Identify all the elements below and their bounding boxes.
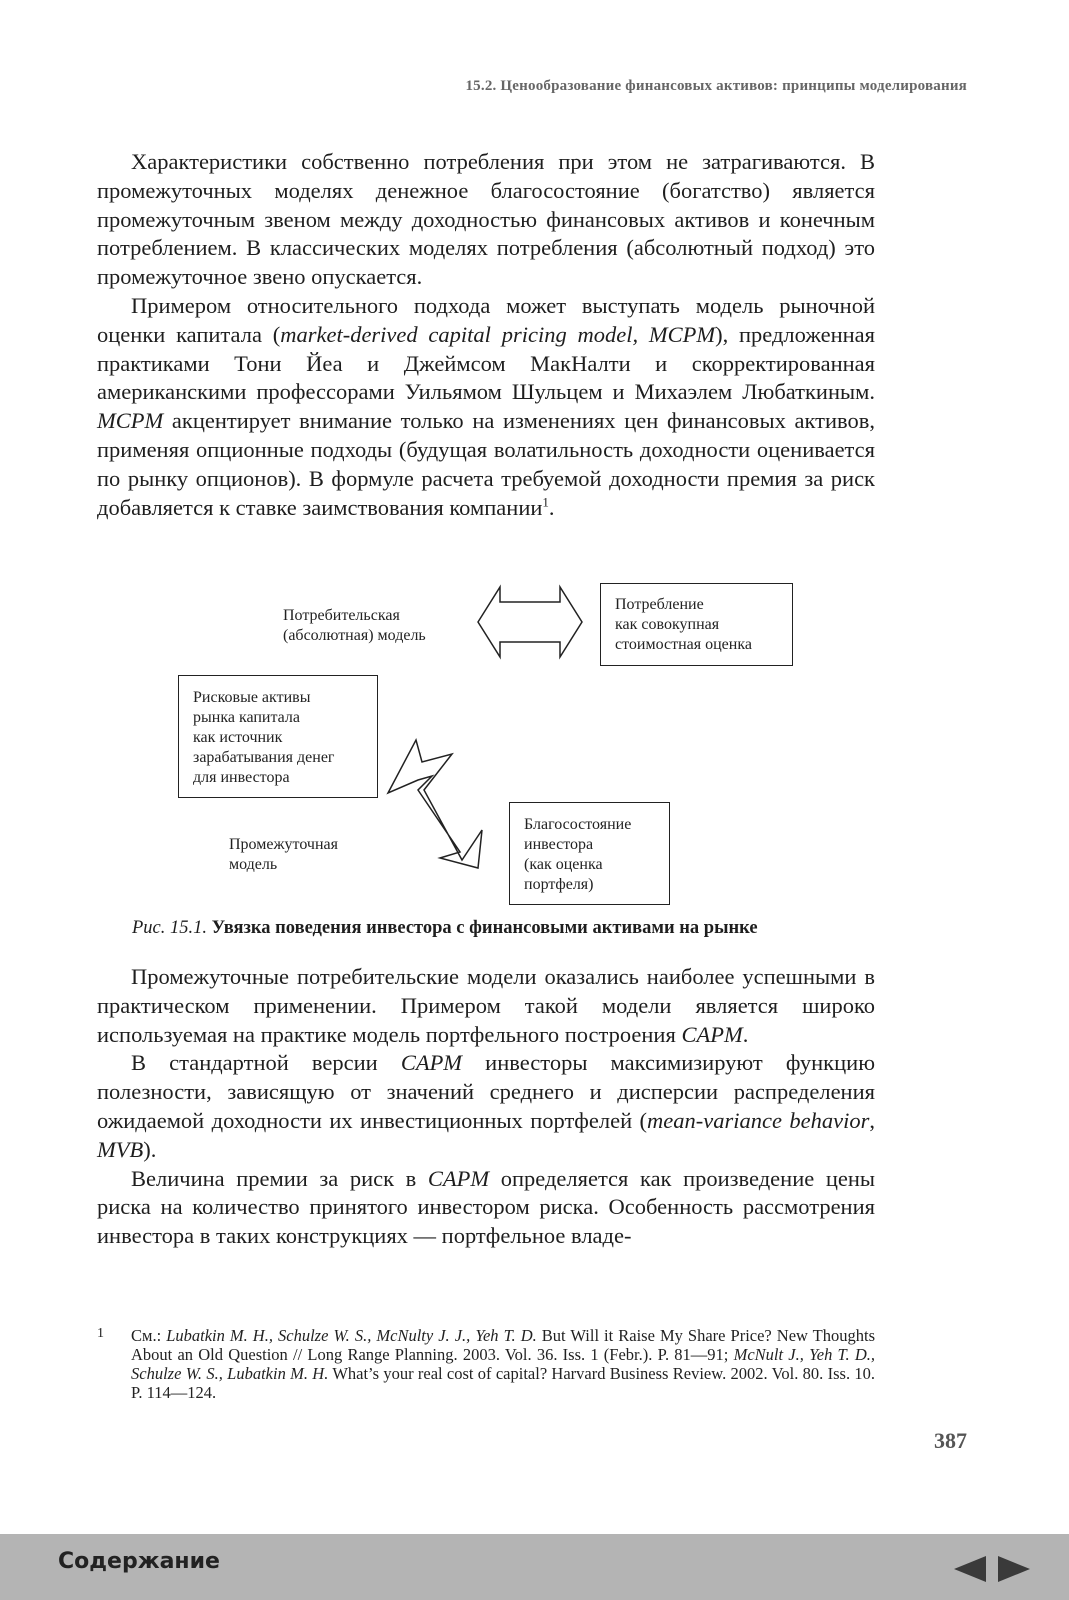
label-line: портфеля) — [524, 876, 594, 893]
label-line: как источник — [193, 729, 283, 746]
paragraph — [97, 292, 875, 522]
text-run: But Will it Raise My Share Price? New Thoughts About an Old Question // Long Range Planning. 2003. Vol. 36. Iss. 1 (Febr.). P. 81—91; — [131, 1326, 876, 1364]
label-line: для инвестора — [193, 769, 290, 786]
box-text — [193, 688, 377, 788]
italic-term: market-derived capital pricing model, MCPM — [280, 321, 716, 347]
text-run: ), предложенная практиками Тони Йеа и Джеймсом МакНалти и скорректированная американскими профессорами Уильямом Шульцем и Михаэлем Любаткиным. — [97, 321, 876, 405]
label-line: Рисковые активы — [193, 689, 311, 706]
consumer-model-label — [283, 606, 426, 646]
label-line: (как оценка — [524, 856, 603, 873]
paragraph: Характеристики собственно потребления при этом не затрагиваются. В промежуточных моделях денежное благосостояние (богатство) является промежуточным звеном между доходностью финансовых активов и конечным потреблением. В классических моделях потребления (абсолютный подход) это промежуточное звено опускается. — [97, 149, 875, 290]
zigzag-double-arrow-icon — [388, 740, 482, 868]
intermediate-model-label — [229, 835, 338, 875]
text-run: ). — [143, 1136, 157, 1162]
text-run: . — [548, 494, 555, 520]
running-head: 15.2. Ценообразование финансовых активов: принципы моделирования — [465, 78, 967, 94]
text-run: В стандартной версии — [131, 1050, 401, 1076]
box-text — [524, 815, 669, 895]
italic-term: mean-variance behavior — [647, 1107, 870, 1133]
text-run: определяется как произведение цены риска на количество принятого инвестором риска. Особенность рассмотрения инвестора в таких конструкциях — портфельное владе- — [97, 1165, 876, 1249]
footnote-text — [131, 1326, 875, 1402]
triangle-right-shape — [998, 1556, 1030, 1582]
triangle-left-icon[interactable] — [952, 1554, 988, 1584]
label-line: как совокупная — [615, 616, 720, 633]
paragraph — [97, 963, 875, 1049]
figure-number: Рис. 15.1. — [132, 918, 208, 938]
footnote — [97, 1326, 875, 1402]
italic-term: MVB — [97, 1136, 144, 1162]
text-run: . — [742, 1021, 749, 1047]
triangle-left-shape — [954, 1556, 986, 1582]
label-line: Промежуточная — [229, 836, 338, 853]
paragraph — [97, 1165, 875, 1251]
consumption-box — [600, 583, 793, 666]
box-text — [615, 595, 792, 655]
italic-authors: Lubatkin M. H., Schulze W. S., McNulty J. J., Yeh T. D. — [166, 1326, 537, 1345]
italic-term: CAPM — [427, 1165, 490, 1191]
body-text-block-1 — [97, 148, 875, 522]
label-line: стоимостная оценка — [615, 636, 752, 653]
italic-term: MCPM — [97, 408, 164, 434]
text-run: Примером относительного подхода может выступать модель рыночной оценки капитала ( — [97, 292, 875, 347]
risky-assets-box — [178, 675, 378, 798]
bottom-nav-bar — [0, 1534, 1069, 1600]
wealth-box — [509, 802, 670, 905]
label-line: инвестора — [524, 836, 594, 853]
text-run: инвесторы максимизируют функцию полезности, зависящую от значений среднего и дисперсии распределения ожидаемой доходности их инвестиционных портфелей ( — [97, 1050, 876, 1133]
figure-title: Увязка поведения инвестора с финансовыми активами на рынке — [211, 918, 758, 938]
double-arrow-horizontal-icon — [478, 587, 582, 657]
footnote-mark: 1 — [97, 1326, 104, 1341]
italic-term: CAPM — [400, 1050, 463, 1076]
label-line: рынка капитала — [193, 709, 301, 726]
paragraph — [97, 1049, 875, 1164]
text-run: , — [869, 1107, 875, 1133]
text-run: Промежуточные потребительские модели оказались наиболее успешными в практическом применении. Примером такой модели является широко используемая на практике модель портфельного построения — [97, 964, 875, 1047]
label-line: зарабатывания денег — [193, 749, 335, 766]
label-line: (абсолютная) модель — [283, 627, 426, 644]
text-run: Величина премии за риск в — [131, 1165, 428, 1191]
body-text-block-2 — [97, 963, 875, 1251]
label-line: Потребительская — [283, 607, 400, 624]
label-line: модель — [229, 856, 278, 873]
footnote-ref[interactable]: 1 — [542, 494, 549, 510]
triangle-right-icon[interactable] — [996, 1554, 1032, 1584]
label-line: Потребление — [615, 596, 704, 613]
label-line: Благосостояние — [524, 816, 632, 833]
contents-link[interactable]: Содержание — [58, 1549, 220, 1574]
page-number: 387 — [934, 1428, 967, 1453]
figure-caption — [132, 918, 758, 939]
text-run: акцентирует внимание только на изменениях цен финансовых активов, применяя опционные подходы (будущая волатильность доходности оценивается по рынку опционов). В формуле расчета требуемой доходности премия за риск добавляется к ставке заимствования компании — [97, 408, 875, 520]
italic-term: CAPM — [681, 1021, 743, 1047]
text-run: What’s your real cost of capital? Harvard Business Review. 2002. Vol. 80. Iss. 10. P. 114—124. — [131, 1364, 875, 1402]
text-run: См.: — [131, 1326, 167, 1345]
italic-authors: McNult J., Yeh T. D., Schulze W. S., Lubatkin M. H. — [131, 1345, 875, 1383]
